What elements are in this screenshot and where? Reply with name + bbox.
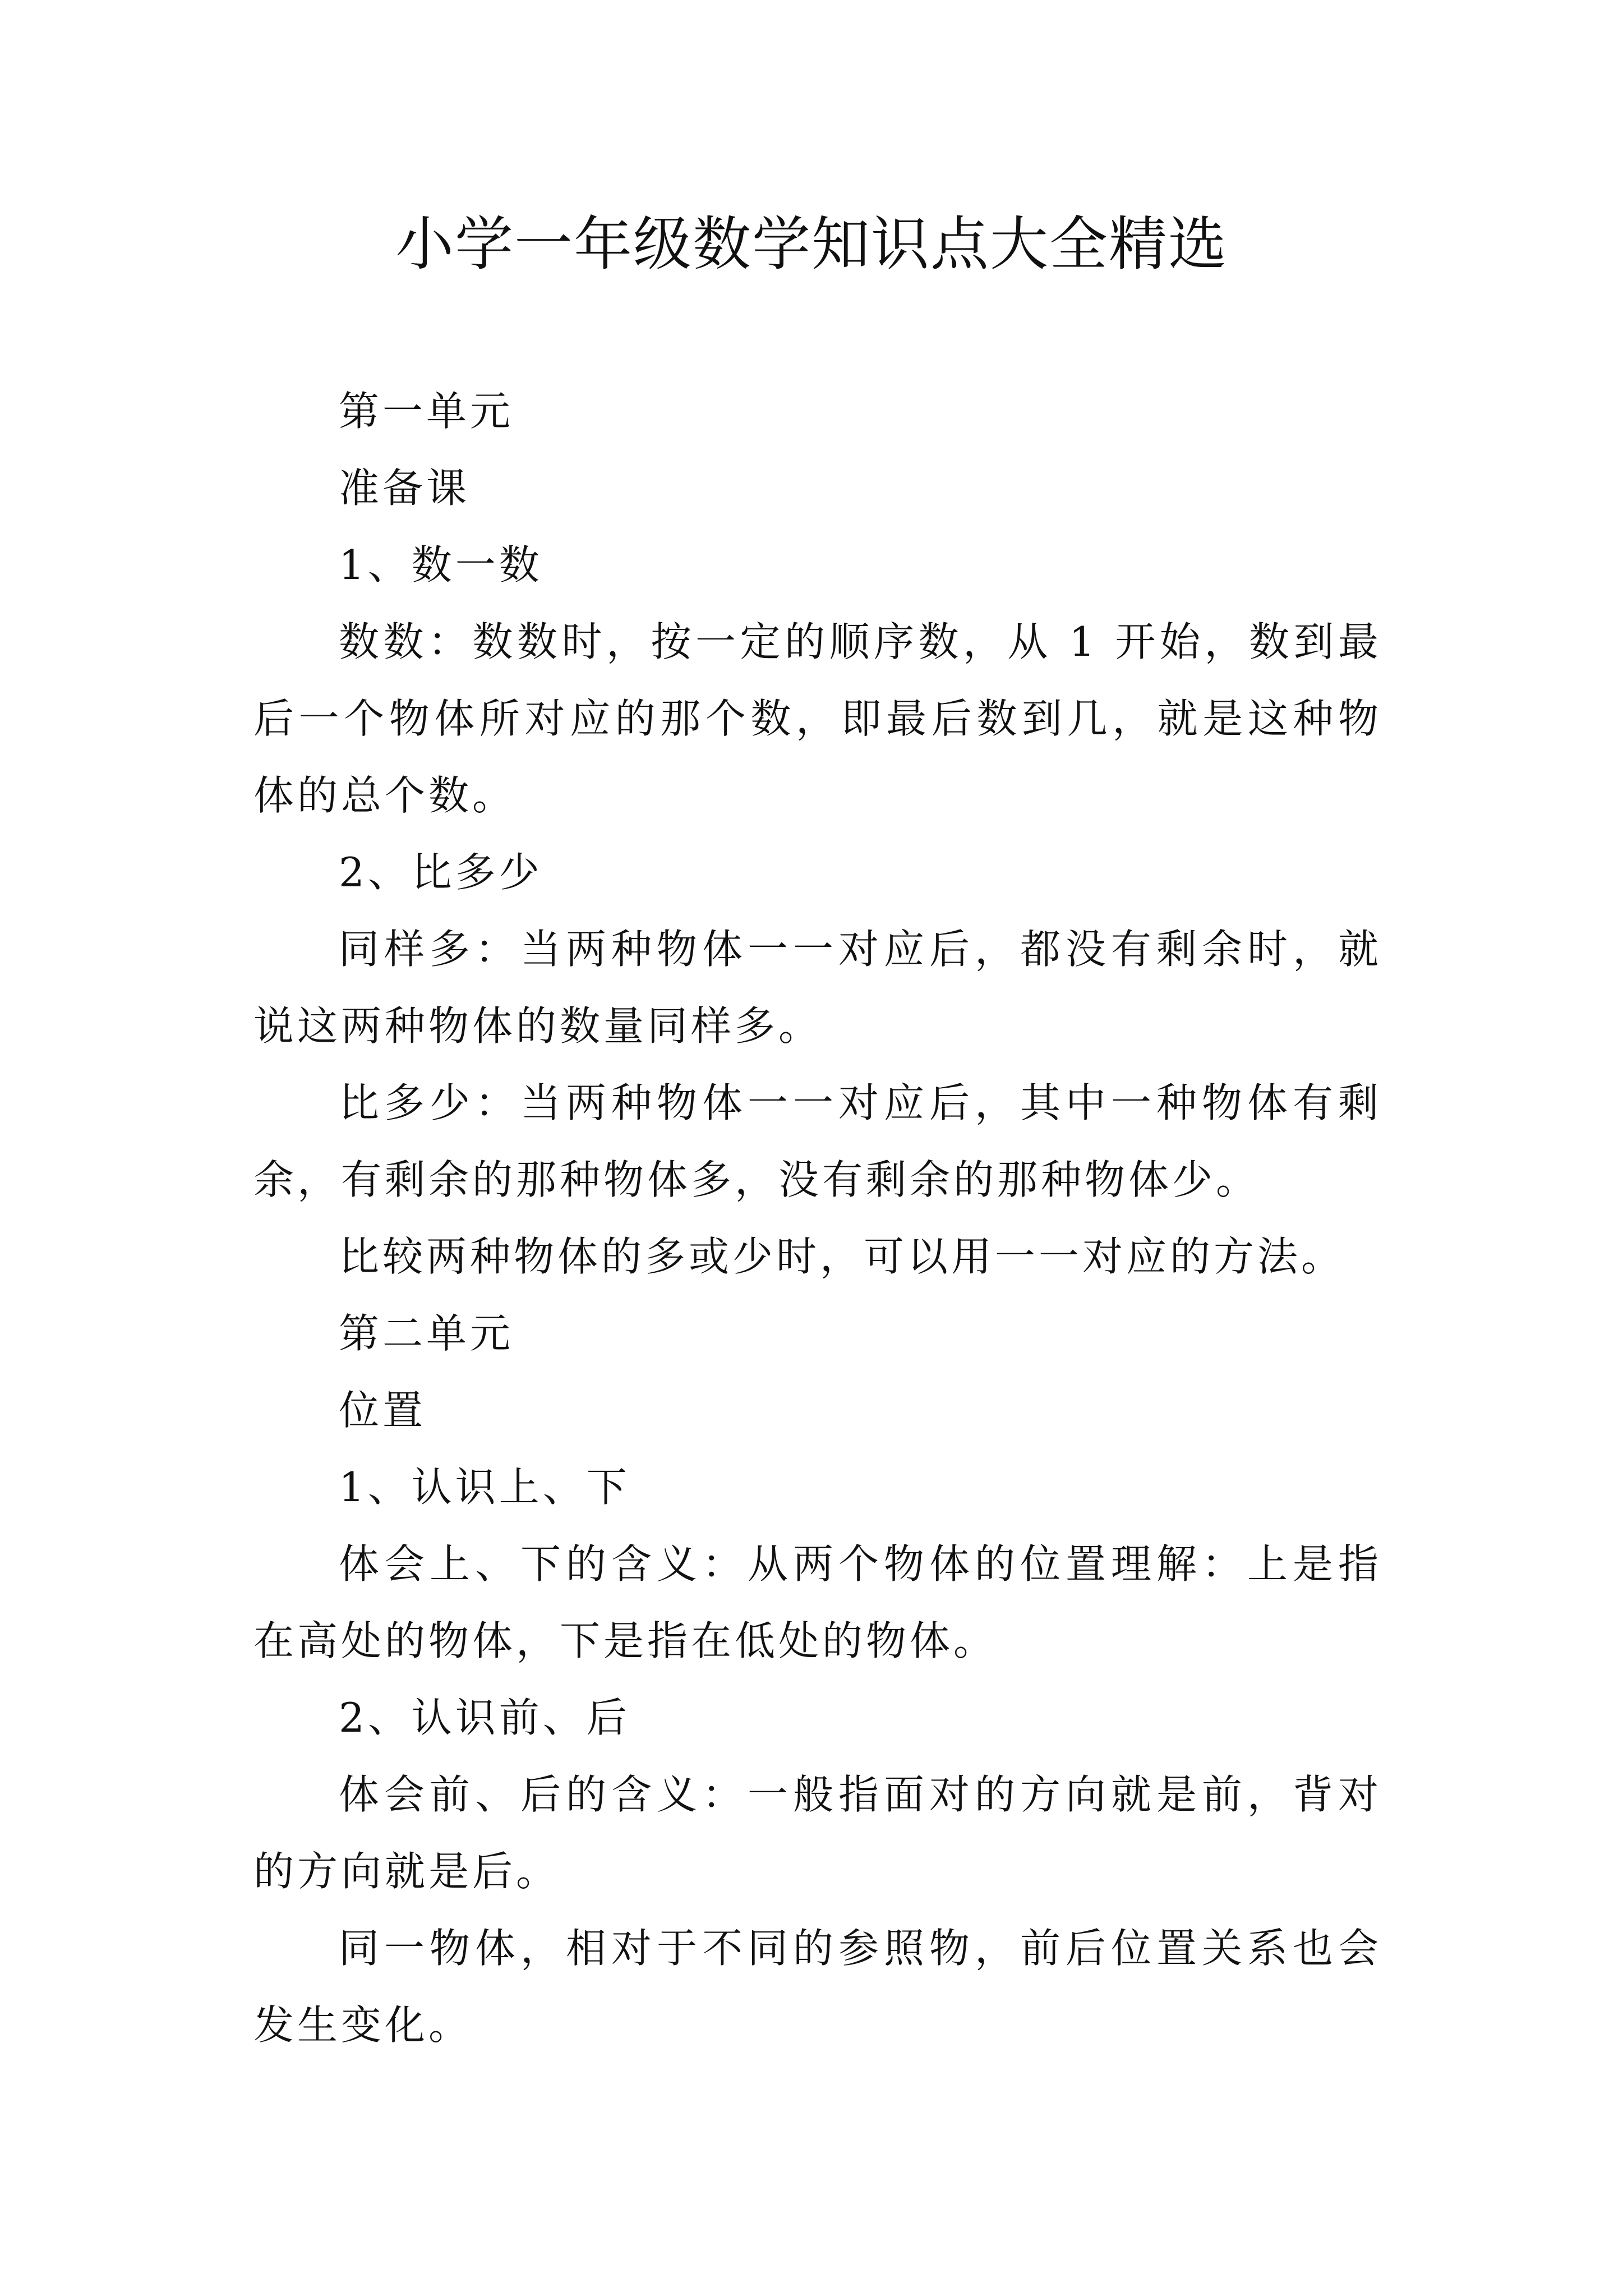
document-body bbox=[253, 373, 1382, 2064]
unit-heading: 第二单元 bbox=[339, 1310, 514, 1357]
paragraph: 比较两种物体的多或少时，可以用一一对应的方法。 bbox=[339, 1233, 1345, 1280]
paragraph: 同一物体，相对于不同的参照物，前后位置关系也会发生变化。 bbox=[253, 1925, 1382, 2049]
lesson-heading: 位置 bbox=[339, 1387, 427, 1434]
lesson-heading: 准备课 bbox=[339, 464, 471, 512]
unit-heading: 第一单元 bbox=[339, 388, 514, 435]
section-heading: 2、比多少 bbox=[339, 849, 543, 896]
section-heading: 1、数一数 bbox=[339, 541, 543, 588]
document-title: 小学一年级数学知识点大全精选 bbox=[395, 210, 1228, 278]
paragraph: 体会上、下的含义：从两个物体的位置理解：上是指在高处的物体，下是指在低处的物体。 bbox=[253, 1540, 1382, 1664]
paragraph: 数数：数数时，按一定的顺序数，从 1 开始，数到最后一个物体所对应的那个数，即最后数到几，就是这种物体的总个数。 bbox=[253, 618, 1382, 819]
paragraph: 同样多：当两种物体一一对应后，都没有剩余时，就说这两种物体的数量同样多。 bbox=[253, 926, 1382, 1050]
paragraph: 体会前、后的含义：一般指面对的方向就是前，背对的方向就是后。 bbox=[253, 1771, 1382, 1895]
section-heading: 2、认识前、后 bbox=[339, 1694, 630, 1741]
paragraph: 比多少：当两种物体一一对应后，其中一种物体有剩余，有剩余的那种物体多，没有剩余的那种物体少。 bbox=[253, 1079, 1382, 1203]
section-heading: 1、认识上、下 bbox=[339, 1464, 630, 1511]
